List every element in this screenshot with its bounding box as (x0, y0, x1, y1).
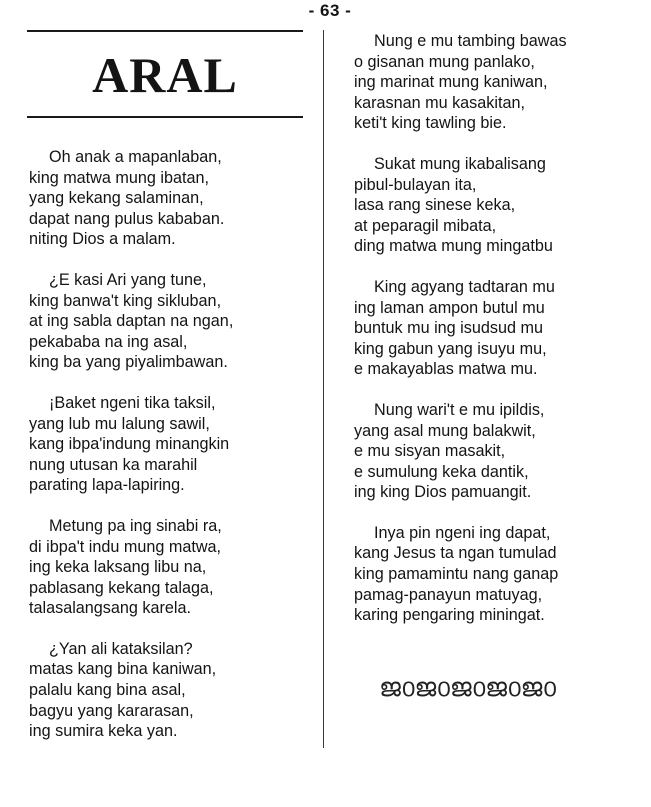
poem-line: dapat nang pulus kababan. (29, 209, 225, 228)
poem-line: Sukat mung ikabalisang (374, 154, 546, 173)
poem-line: Inya pin ngeni ing dapat, (374, 523, 551, 542)
poem-line: ing sumira keka yan. (29, 722, 178, 741)
poem-stanza (354, 400, 586, 503)
poem-stanza (29, 393, 314, 496)
poem-line: king pamamintu nang ganap (354, 565, 559, 584)
poem-line: keti't king tawling bie. (354, 114, 507, 133)
poem-line: bagyu yang kararasan, (29, 701, 194, 720)
poem-line: palalu kang bina asal, (29, 681, 186, 700)
poem-stanza (29, 270, 314, 373)
poem-line: pibul-bulayan ita, (354, 175, 477, 194)
poem-line: e mu sisyan masakit, (354, 442, 506, 461)
poem-line: niting Dios a malam. (29, 230, 176, 249)
poem-line: yang asal mung balakwit, (354, 421, 536, 440)
poem-stanza (29, 147, 314, 250)
poem-line: ing laman ampon butul mu (354, 298, 545, 317)
poem-line: ding matwa mung mingatbu (354, 237, 553, 256)
poem-line: Metung pa ing sinabi ra, (49, 516, 222, 535)
poem-line: parating lapa-lapiring. (29, 476, 185, 495)
poem-line: King agyang tadtaran mu (374, 277, 555, 296)
poem-line: ¿Yan ali kataksilan? (49, 639, 193, 658)
poem-line: king matwa mung ibatan, (29, 168, 209, 187)
poem-stanza (354, 31, 586, 134)
decorative-ornament: ജ൦ജ൦ജ൦ജ൦ജ൦ (379, 673, 556, 703)
left-column (29, 147, 314, 762)
poem-line: pamag-panayun matuyag, (354, 585, 543, 604)
title-rule-top (27, 30, 303, 32)
poem-line: ¡Baket ngeni tika taksil, (49, 393, 216, 412)
poem-line: Oh anak a mapanlaban, (49, 148, 222, 166)
poem-line: ing marinat mung kaniwan, (354, 73, 548, 92)
poem-line: Nung wari't e mu ipildis, (374, 400, 545, 419)
poem-line: kang ibpa'indung minangkin (29, 435, 230, 454)
poem-stanza (354, 154, 586, 257)
poem-line: ing king Dios pamuangit. (354, 483, 532, 502)
poem-line: king ba yang piyalimbawan. (29, 353, 228, 372)
poem-line: talasalangsang karela. (29, 599, 191, 618)
poem-line: pekababa na ing asal, (29, 332, 188, 351)
poem-line: at peparagil mibata, (354, 216, 497, 235)
poem-line: king gabun yang isuyu mu, (354, 339, 547, 358)
poem-line: yang kekang salaminan, (29, 189, 204, 208)
page-number: - 63 - (308, 1, 352, 20)
poem-line: pablasang kekang talaga, (29, 578, 214, 597)
poem-stanza (29, 516, 314, 619)
poem-line: ¿E kasi Ari yang tune, (49, 270, 207, 289)
poem-stanza (354, 523, 586, 626)
page-title: ARAL (92, 47, 238, 103)
poem-stanza (354, 277, 586, 380)
poem-line: o gisanan mung panlako, (354, 52, 535, 71)
poem-line: di ibpa't indu mung matwa, (29, 537, 222, 556)
poem-line: karasnan mu kasakitan, (354, 93, 525, 112)
title-rule-bottom (27, 116, 303, 118)
poem-line: e sumulung keka dantik, (354, 462, 529, 481)
poem-stanza (29, 639, 314, 742)
poem-line: buntuk mu ing isudsud mu (354, 319, 543, 338)
poem-line: yang lub mu lalung sawil, (29, 414, 210, 433)
poem-line: nung utusan ka marahil (29, 455, 198, 474)
right-column (354, 31, 586, 646)
poem-line: ing keka laksang libu na, (29, 558, 207, 577)
poem-line: at ing sabla daptan na ngan, (29, 312, 234, 331)
poem-line: king banwa't king sikluban, (29, 291, 222, 310)
poem-line: kang Jesus ta ngan tumulad (354, 544, 557, 563)
column-divider (323, 30, 324, 748)
poem-line: karing pengaring miningat. (354, 606, 545, 625)
poem-line: lasa rang sinese keka, (354, 196, 516, 215)
poem-line: e makayablas matwa mu. (354, 360, 538, 379)
poem-line: matas kang bina kaniwan, (29, 660, 217, 679)
poem-line: Nung e mu tambing bawas (374, 32, 567, 50)
